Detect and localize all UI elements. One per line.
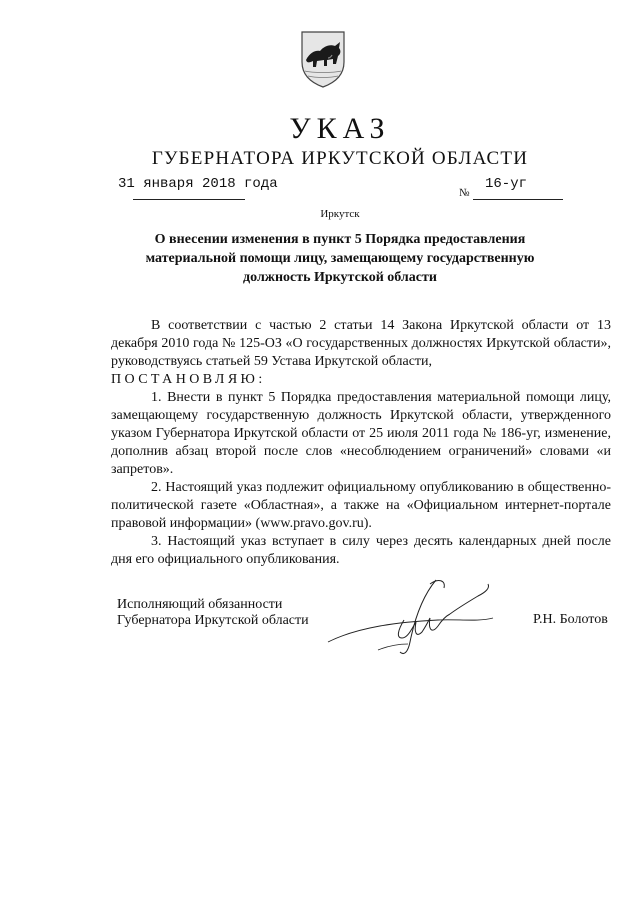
item-1-paragraph: 1. Внести в пункт 5 Порядка предоставления материальной помощи лицу, замещающему государственную должность Иркутской области, утвержденного указом Губернатора Иркутской области от 25 июля 2011 года № 186-уг, изменение, дополнив абзац второй после слов «несоблюдением ограничений» словами «и запретов». xyxy=(111,390,611,477)
document-city: Иркутск xyxy=(320,208,360,220)
signatory-role xyxy=(117,597,309,629)
document-subtitle: ГУБЕРНАТОРА ИРКУТСКОЙ ОБЛАСТИ xyxy=(151,148,529,169)
number-sign: № xyxy=(459,187,470,199)
document-title: УКАЗ xyxy=(289,112,391,145)
number-underline xyxy=(473,199,563,200)
item-3-paragraph: 3. Настоящий указ вступает в силу через десять календарных дней после дня его официального опубликования. xyxy=(111,534,611,567)
coat-of-arms-icon xyxy=(300,30,346,88)
signatory-role-line-1: Исполняющий обязанности xyxy=(117,597,283,612)
document-heading: О внесении изменения в пункт 5 Порядка предоставления материальной помощи лицу, замещающему государственную должность Иркутской области xyxy=(145,232,535,285)
document-body xyxy=(111,317,611,569)
document-number: 16-уг xyxy=(485,176,528,192)
handwritten-signature xyxy=(318,572,498,662)
item-2-paragraph: 2. Настоящий указ подлежит официальному опубликованию в общественно-политической газете «Областная», а также на «Официальном интернет-портале правовой информации» (www.pravo.gov.ru). xyxy=(111,480,611,531)
decree-word: ПОСТАНОВЛЯЮ: xyxy=(111,372,266,387)
date-underline xyxy=(133,199,245,200)
preamble-paragraph: В соответствии с частью 2 статьи 14 Закона Иркутской области от 13 декабря 2010 года № 125-ОЗ «О государственных должностях Иркутской области», руководствуясь статьей 59 Устава Иркутской области, xyxy=(111,318,611,369)
document-date: 31 января 2018 года xyxy=(118,176,278,192)
signatory-role-line-2: Губернатора Иркутской области xyxy=(117,613,309,628)
signatory-name: Р.Н. Болотов xyxy=(533,612,608,627)
